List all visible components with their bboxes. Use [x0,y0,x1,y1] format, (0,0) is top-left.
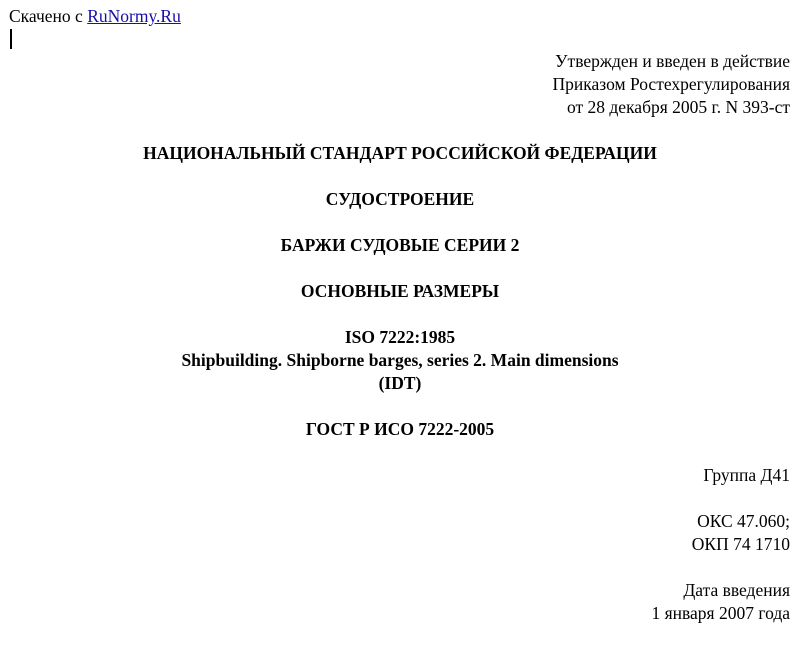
gost-designation: ГОСТ Р ИСО 7222-2005 [305,419,495,439]
source-prefix: Скачено с [9,6,88,26]
oks-code: ОКС 47.060; [697,511,790,531]
source-link[interactable]: RuNormy.Ru [87,6,181,26]
subtitle-heading: ОСНОВНЫЕ РАЗМЕРЫ [300,281,500,301]
text-cursor [10,29,12,49]
approval-line-1: Утвержден и введен в действие [555,51,790,71]
okp-code: ОКП 74 1710 [691,534,790,554]
effective-date-block [651,579,790,625]
iso-english-title: Shipbuilding. Shipborne barges, series 2. Main dimensions [181,350,619,370]
effective-label: Дата введения [683,580,790,600]
subject-heading: БАРЖИ СУДОВЫЕ СЕРИИ 2 [280,235,520,255]
iso-block [0,326,796,395]
approval-line-2: Приказом Ростехрегулирования [552,74,790,94]
source-line [9,5,181,28]
approval-line-3: от 28 декабря 2005 г. N 393-ст [566,97,790,117]
group-code: Группа Д41 [703,465,790,485]
approval-block [553,50,790,119]
national-standard-heading: НАЦИОНАЛЬНЫЙ СТАНДАРТ РОССИЙСКОЙ ФЕДЕРАЦИИ [143,143,657,163]
field-heading: СУДОСТРОЕНИЕ [325,189,475,209]
iso-code: ISO 7222:1985 [344,327,456,347]
iso-equivalence: (IDT) [378,373,422,393]
classification-codes [692,510,790,556]
effective-date: 1 января 2007 года [651,603,790,623]
